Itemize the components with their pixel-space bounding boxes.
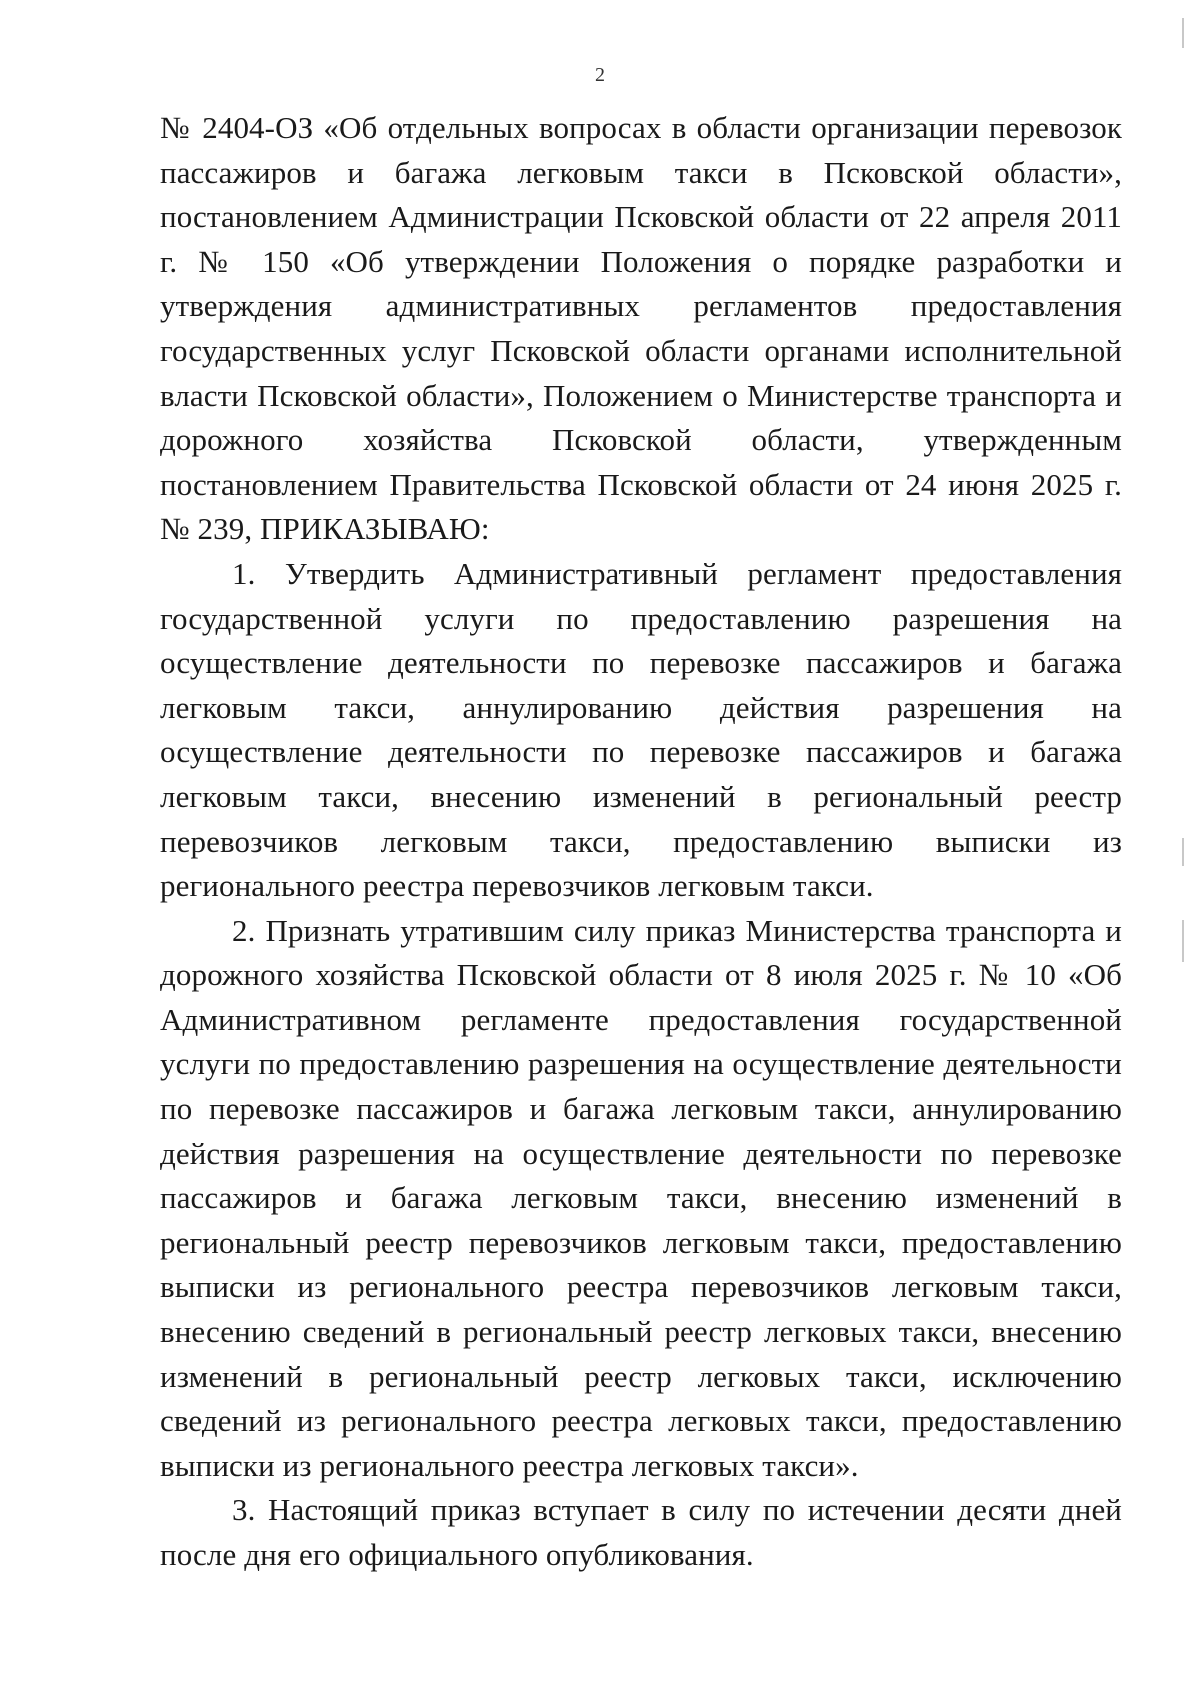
clause-2-paragraph: 2. Признать утратившим силу приказ Министерства транспорта и дорожного хозяйства Псковской области от 8 июля 2025 г. № 10 «Об Административном регламенте предоставления государственной услуги по предоставлению разрешения на осуществление деятельности по перевозке пассажиров и багажа легковым такси, аннулированию действия разрешения на осуществление деятельности по перевозке пассажиров и багажа легковым такси, внесению изменений в региональный реестр перевозчиков легковым такси, предоставлению выписки из регионального реестра перевозчиков легковым такси, внесению сведений в региональный реестр легковых такси, внесению изменений в региональный реестр легковых такси, исключению сведений из регионального реестра легковых такси, предоставлению выписки из регионального реестра легковых такси». bbox=[160, 912, 1122, 1483]
document-body bbox=[160, 106, 1122, 1578]
page-number: 2 bbox=[595, 64, 605, 86]
preamble-paragraph: № 2404-ОЗ «Об отдельных вопросах в области организации перевозок пассажиров и багажа легковым такси в Псковской области», постановлением Администрации Псковской области от 22 апреля 2011 г. № 150 «Об утверждении Положения о порядке разработки и утверждения административных регламентов предоставления государственных услуг Псковской области органами исполнительной власти Псковской области», Положением о Министерстве транспорта и дорожного хозяйства Псковской области, утвержденным постановлением Правительства Псковской области от 24 июня 2025 г. № 239, ПРИКАЗЫВАЮ: bbox=[160, 110, 1122, 547]
scan-edge-mark bbox=[1182, 838, 1184, 866]
clause-3-paragraph: 3. Настоящий приказ вступает в силу по истечении десяти дней после дня его официального опубликования. bbox=[160, 1492, 1122, 1572]
scan-edge-mark bbox=[1182, 18, 1184, 48]
scan-edge-mark bbox=[1182, 920, 1184, 962]
clause-1-paragraph: 1. Утвердить Административный регламент предоставления государственной услуги по предоставлению разрешения на осуществление деятельности по перевозке пассажиров и багажа легковым такси, аннулированию действия разрешения на осуществление деятельности по перевозке пассажиров и багажа легковым такси, внесению изменений в региональный реестр перевозчиков легковым такси, предоставлению выписки из регионального реестра перевозчиков легковым такси. bbox=[160, 555, 1122, 904]
